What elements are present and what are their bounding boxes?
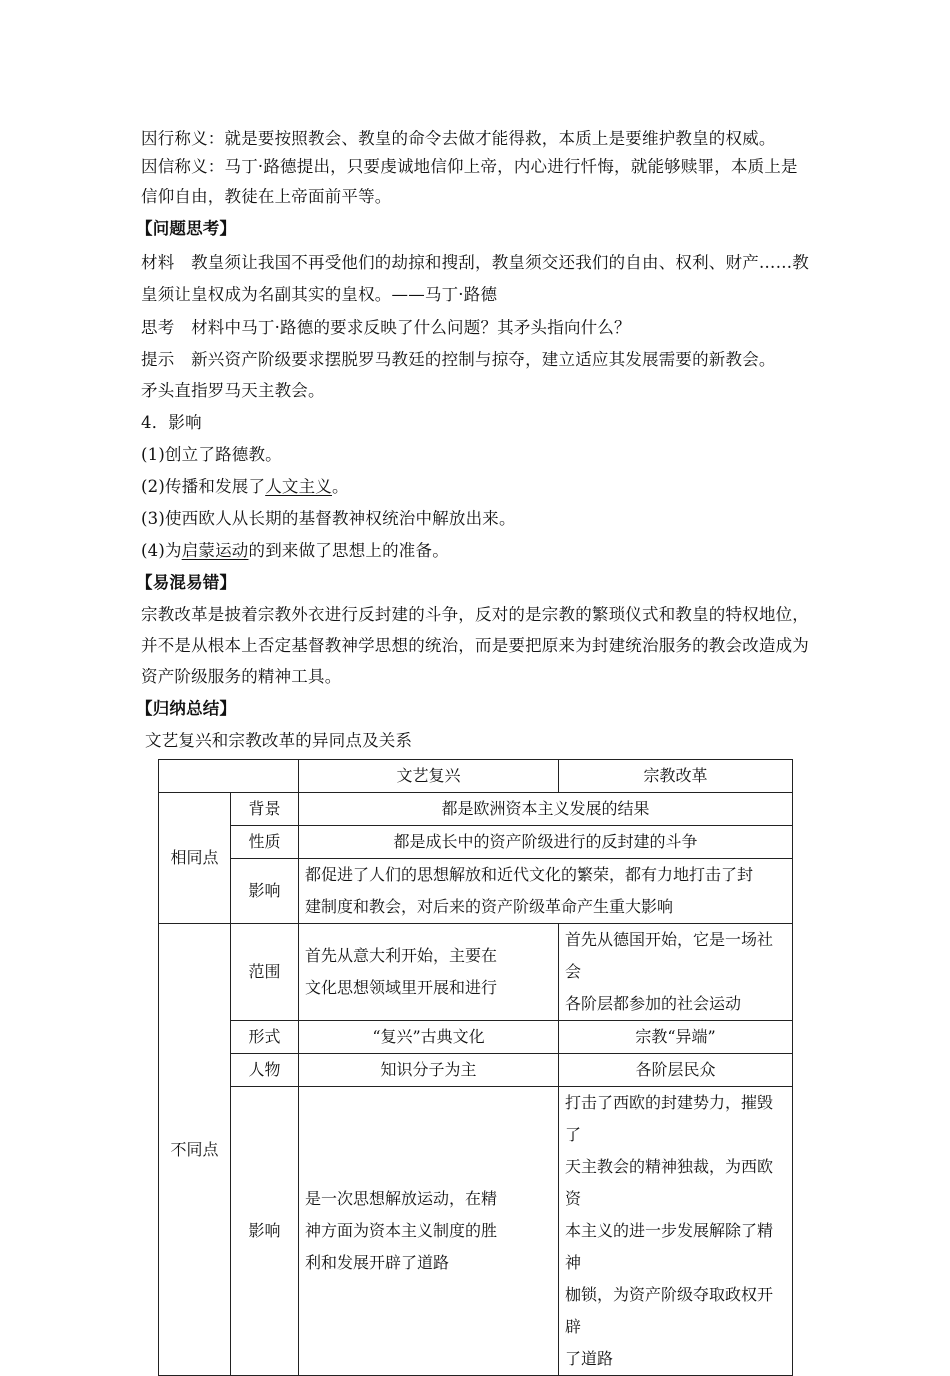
nature-label: 性质 (231, 826, 299, 859)
impact-item-2 (141, 477, 349, 497)
scope-ren-line: 首先从意大利开始，主要在 (305, 946, 498, 965)
confuse-heading: 【易混易错】 (136, 573, 237, 592)
definition-faith: 因信称义：马丁·路德提出，只要虔诚地信仰上帝，内心进行忏悔，就能够赎罪，本质上是 (141, 157, 798, 176)
table-row (159, 924, 793, 1021)
humanism-term: 人文主义 (265, 477, 332, 496)
impact-ren-line: 神方面为资本主义制度的胜 (305, 1221, 498, 1240)
form-renaissance: “复兴”古典文化 (299, 1021, 559, 1054)
table-header-row (159, 760, 793, 793)
header-renaissance: 文艺复兴 (299, 760, 559, 793)
summary-heading: 【归纳总结】 (136, 699, 237, 718)
impact-reformation (559, 1087, 793, 1376)
table-row (159, 1021, 793, 1054)
table-row (159, 826, 793, 859)
confuse-text: 宗教改革是披着宗教外衣进行反封建的斗争，反对的是宗教的繁琐仪式和教皇的特权地位， (141, 605, 809, 624)
scope-reformation (559, 924, 793, 1021)
confuse-text-cont-2: 资产阶级服务的精神工具。 (141, 667, 342, 686)
impact-ref-line: 打击了西欧的封建势力，摧毁了 (565, 1093, 774, 1144)
background-cell: 都是欧洲资本主义发展的结果 (299, 793, 793, 826)
same-label: 相同点 (159, 793, 231, 924)
impact-ref-line: 天主教会的精神独裁，为西欧资 (565, 1157, 774, 1208)
table-row (159, 793, 793, 826)
definition-works: 因行称义：就是要按照教会、教皇的命令去做才能得救，本质上是要维护教皇的权威。 (141, 129, 776, 148)
impact-ren-line: 利和发展开辟了道路 (305, 1253, 450, 1272)
confuse-text-cont: 并不是从根本上否定基督教神学思想的统治，而是要把原来为封建统治服务的教会改造成为 (141, 636, 809, 655)
impact-item-4-pre: (4)为 (141, 541, 182, 560)
impact-ref-line: 枷锁，为资产阶级夺取政权开辟 (565, 1285, 774, 1336)
definition-faith-cont: 信仰自由，教徒在上帝面前平等。 (141, 187, 392, 206)
diff-impact-label: 影响 (231, 1087, 299, 1376)
hint-text-cont: 矛头直指罗马天主教会。 (141, 381, 325, 400)
impact-item-4-post: 的到来做了思想上的准备。 (248, 541, 449, 560)
scope-renaissance (299, 924, 559, 1021)
background-label: 背景 (231, 793, 299, 826)
material-text: 材料 教皇须让我国不再受他们的劫掠和搜刮，教皇须交还我们的自由、权利、财产……教 (141, 253, 809, 272)
same-impact-cell (299, 859, 793, 924)
form-reformation: 宗教“异端” (559, 1021, 793, 1054)
scope-label: 范围 (231, 924, 299, 1021)
table-caption: 文艺复兴和宗教改革的异同点及关系 (145, 731, 413, 750)
same-impact-line: 建制度和教会，对后来的资产阶级革命产生重大影响 (305, 897, 674, 916)
impact-ren-line: 是一次思想解放运动，在精 (305, 1189, 498, 1208)
form-label: 形式 (231, 1021, 299, 1054)
think-text: 思考 材料中马丁·路德的要求反映了什么问题？其矛头指向什么？ (141, 318, 631, 337)
table-row (159, 1087, 793, 1376)
impact-item-4 (141, 541, 449, 561)
scope-ref-line: 各阶层都参加的社会运动 (565, 994, 742, 1013)
scope-ren-line: 文化思想领域里开展和进行 (305, 978, 498, 997)
impact-ref-line: 了道路 (565, 1349, 614, 1368)
impact-heading: 4．影响 (141, 413, 202, 432)
impact-item-1: (1)创立了路德教。 (141, 445, 282, 464)
impact-ref-line: 本主义的进一步发展解除了精神 (565, 1221, 774, 1272)
people-renaissance: 知识分子为主 (299, 1054, 559, 1087)
header-reformation: 宗教改革 (559, 760, 793, 793)
people-reformation: 各阶层民众 (559, 1054, 793, 1087)
same-impact-line: 都促进了人们的思想解放和近代文化的繁荣，都有力地打击了封 (305, 865, 754, 884)
table-header-empty (159, 760, 299, 793)
scope-ref-line: 首先从德国开始，它是一场社会 (565, 930, 774, 981)
same-impact-label: 影响 (231, 859, 299, 924)
question-heading: 【问题思考】 (136, 219, 237, 238)
material-text-cont: 皇须让皇权成为名副其实的皇权。——马丁·路德 (141, 285, 498, 304)
impact-item-2-pre: (2)传播和发展了 (141, 477, 266, 496)
table-row (159, 859, 793, 924)
impact-renaissance (299, 1087, 559, 1376)
impact-item-3: (3)使西欧人从长期的基督教神权统治中解放出来。 (141, 509, 516, 528)
comparison-table (158, 759, 793, 1376)
people-label: 人物 (231, 1054, 299, 1087)
enlightenment-term: 启蒙运动 (181, 541, 249, 560)
table-row (159, 1054, 793, 1087)
impact-item-2-post: 。 (332, 477, 349, 496)
diff-label: 不同点 (159, 924, 231, 1376)
nature-cell: 都是成长中的资产阶级进行的反封建的斗争 (299, 826, 793, 859)
hint-text: 提示 新兴资产阶级要求摆脱罗马教廷的控制与掠夺，建立适应其发展需要的新教会。 (141, 350, 776, 369)
